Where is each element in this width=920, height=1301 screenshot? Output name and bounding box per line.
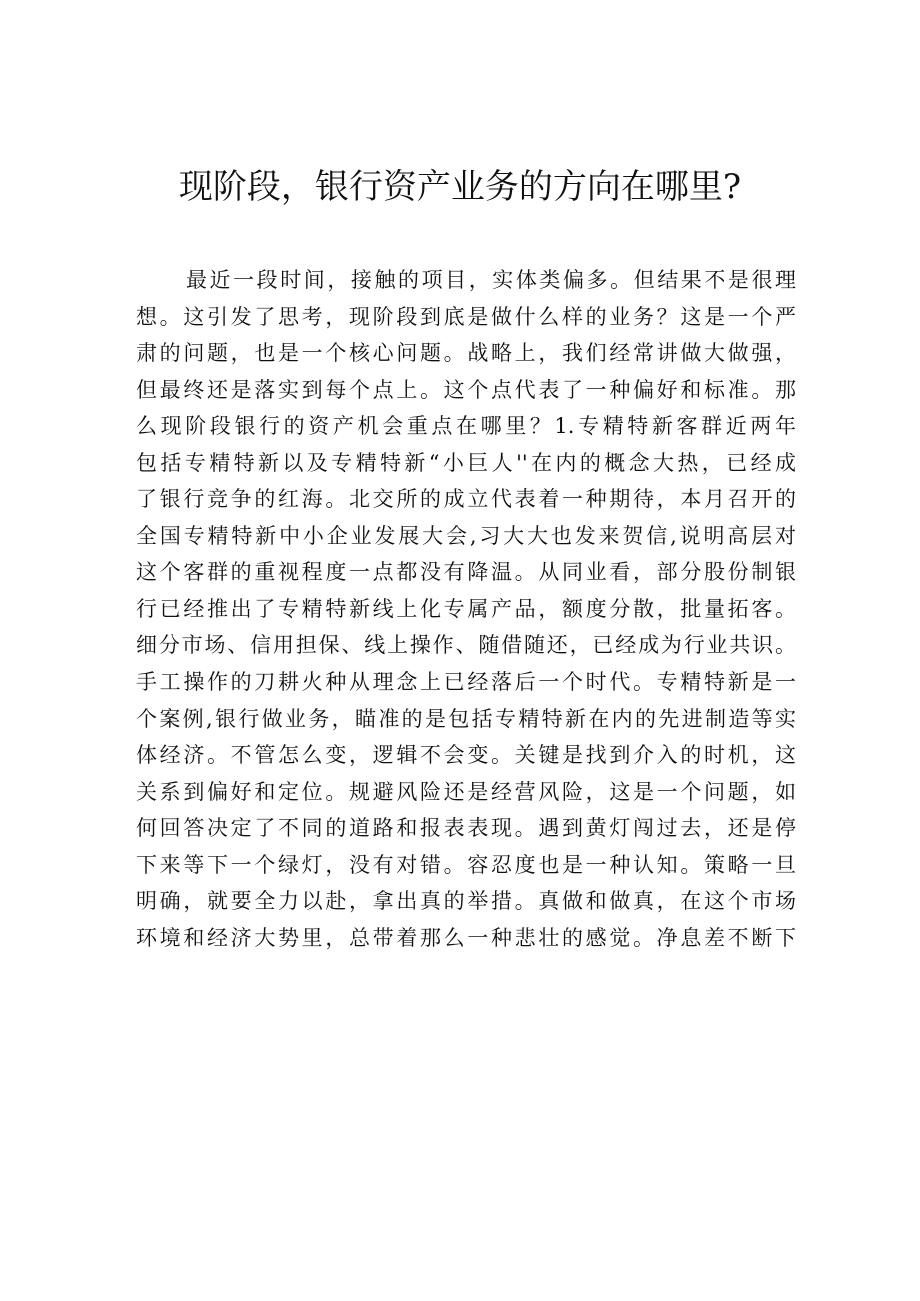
body-line: 这个客群的重视程度一点都没有降温。从同业看，部分股份制银 — [136, 560, 796, 585]
body-line: 包括专精特新以及专精特新“小巨人''在内的概念大热，已经成 — [136, 450, 796, 475]
body-line: 么现阶段银行的资产机会重点在哪里？1.专精特新客群近两年 — [136, 414, 796, 439]
body-line: 细分市场、信用担保、线上操作、随借随还，已经成为行业共识。 — [136, 633, 796, 658]
body-line: 全国专精特新中小企业发展大会,习大大也发来贺信,说明高层对 — [136, 523, 796, 548]
body-line: 何回答决定了不同的道路和报表表现。遇到黄灯闯过去，还是停 — [136, 816, 796, 841]
body-line: 行已经推出了专精特新线上化专属产品，额度分散，批量拓客。 — [136, 596, 796, 621]
body-line: 但最终还是落实到每个点上。这个点代表了一种偏好和标准。那 — [136, 377, 796, 402]
body-line: 环境和经济大势里，总带着那么一种悲壮的感觉。净息差不断下 — [136, 925, 796, 950]
body-line: 想。这引发了思考，现阶段到底是做什么样的业务？这是一个严 — [136, 304, 796, 329]
body-line: 个案例,银行做业务，瞄准的是包括专精特新在内的先进制造等实 — [136, 706, 796, 731]
body-line: 明确，就要全力以赴，拿出真的举措。真做和做真，在这个市场 — [136, 889, 796, 914]
document-body — [136, 262, 796, 956]
body-line: 了银行竞争的红海。北交所的成立代表着一种期待，本月召开的 — [136, 487, 796, 512]
body-line: 关系到偏好和定位。规避风险还是经营风险，这是一个问题，如 — [136, 779, 796, 804]
body-line: 下来等下一个绿灯，没有对错。容忍度也是一种认知。策略一旦 — [136, 852, 796, 877]
document-title: 现阶段，银行资产业务的方向在哪里? — [178, 167, 742, 207]
body-line: 最近一段时间，接触的项目，实体类偏多。但结果不是很理 — [186, 268, 796, 292]
body-line: 体经济。不管怎么变，逻辑不会变。关键是找到介入的时机，这 — [136, 743, 796, 768]
body-line: 手工操作的刀耕火种从理念上已经落后一个时代。专精特新是一 — [136, 670, 796, 695]
body-line: 肃的问题，也是一个核心问题。战略上，我们经常讲做大做强， — [136, 341, 796, 366]
